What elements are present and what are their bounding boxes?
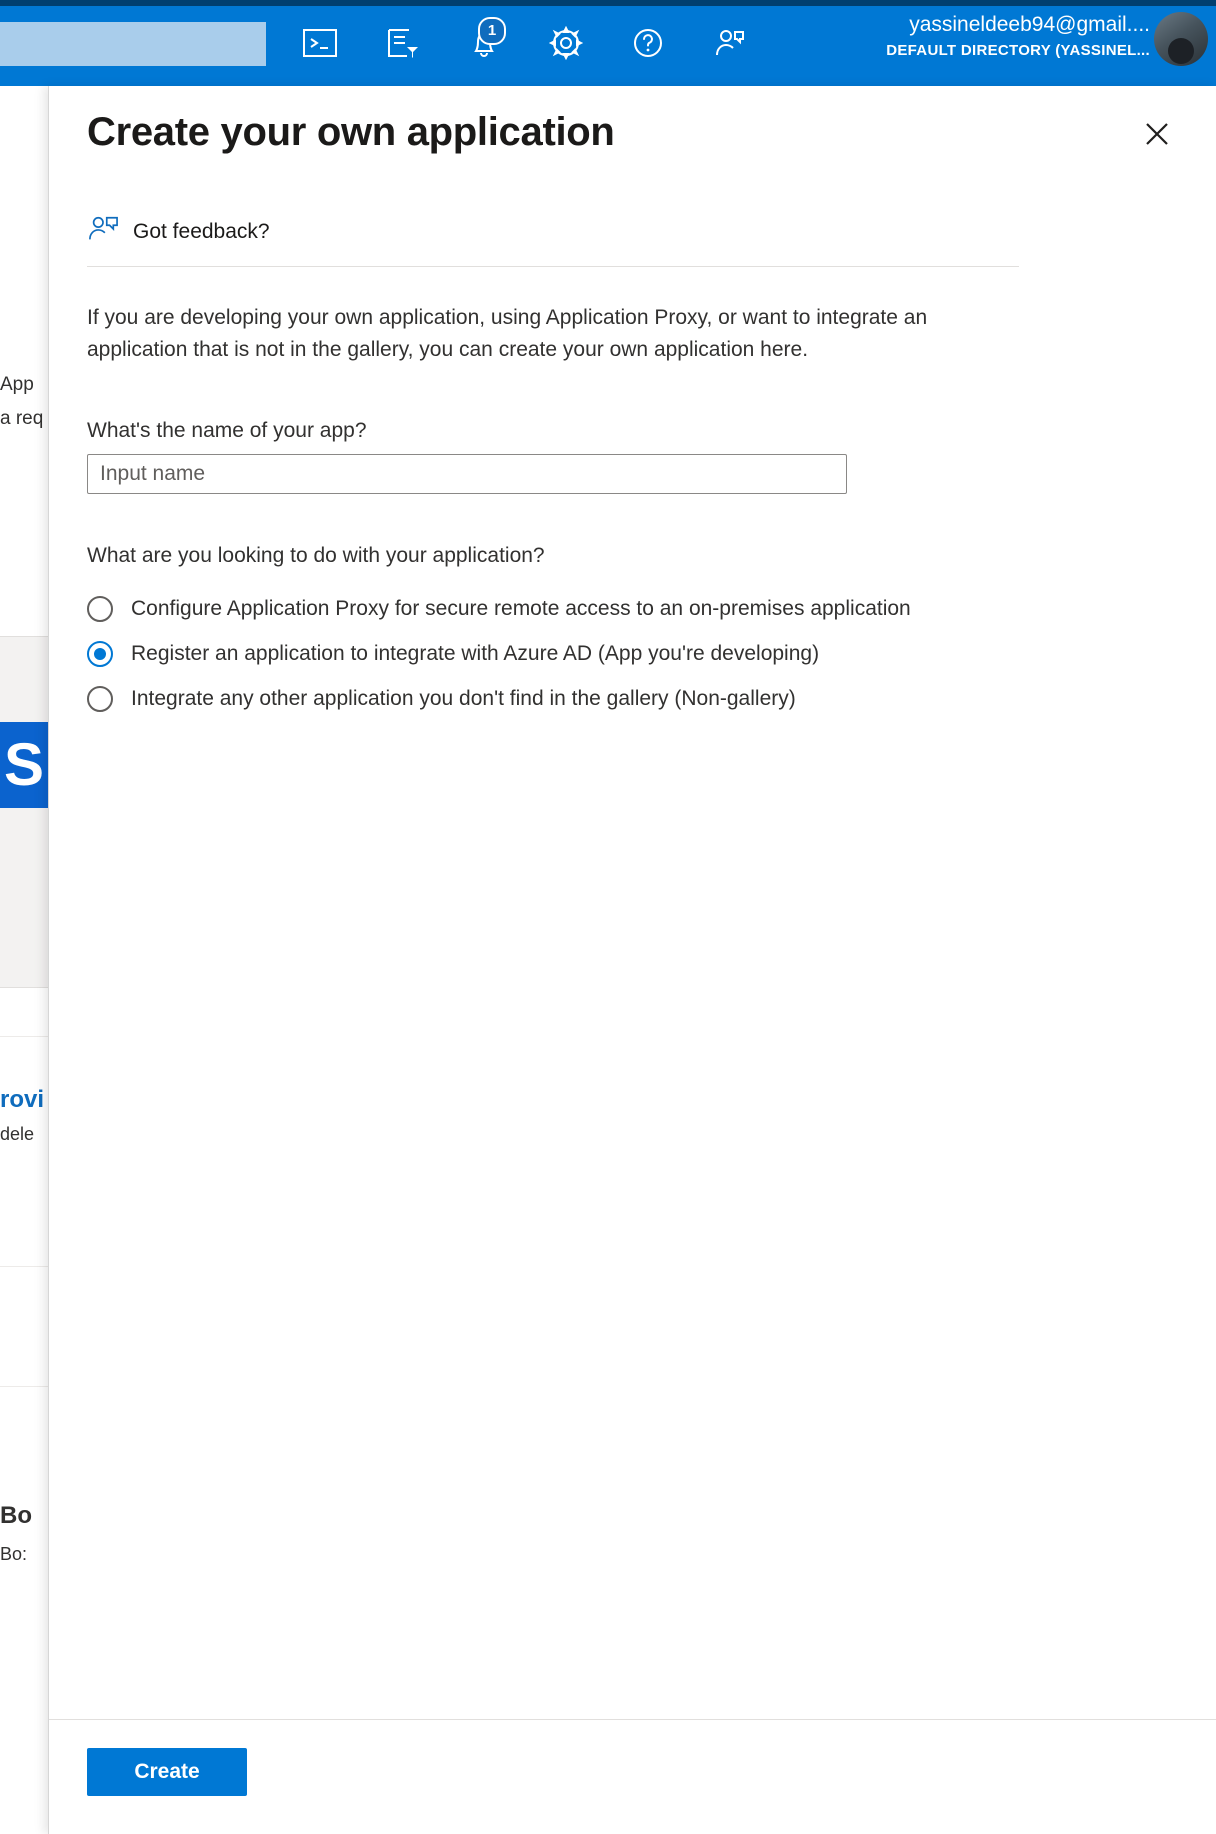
radio-icon: [87, 686, 113, 712]
cloud-shell-icon[interactable]: [300, 23, 340, 63]
background-divider-1: [0, 1036, 48, 1037]
radio-option-register-application[interactable]: [87, 631, 1087, 676]
azure-top-bar: [0, 0, 1216, 86]
background-page: [0, 86, 48, 1834]
app-name-question-label: What's the name of your app?: [87, 419, 367, 442]
purpose-question-label: What are you looking to do with your application?: [87, 544, 545, 567]
background-text-request: a req: [0, 408, 44, 429]
page-title: Create your own application: [87, 110, 615, 154]
help-question-icon[interactable]: [628, 23, 668, 63]
background-app-logo: S: [0, 722, 48, 808]
background-text-app: App: [0, 374, 34, 395]
feedback-icon[interactable]: [710, 23, 750, 63]
got-feedback-label: Got feedback?: [133, 219, 270, 243]
radio-option-application-proxy[interactable]: [87, 586, 1087, 631]
header-divider: [87, 266, 1019, 267]
account-info[interactable]: [886, 12, 1150, 61]
background-divider-3: [0, 1386, 48, 1387]
notifications-bell-icon[interactable]: [464, 23, 504, 63]
top-accent-strip: [0, 0, 1216, 6]
background-small-text: Bo:: [0, 1544, 28, 1564]
radio-option-non-gallery[interactable]: [87, 676, 1087, 721]
got-feedback-button[interactable]: [87, 214, 270, 249]
radio-option-label: Register an application to integrate with Azure AD (App you're developing): [131, 641, 820, 665]
create-button[interactable]: Create: [87, 1748, 247, 1796]
background-subtext: dele: [0, 1124, 35, 1144]
radio-option-label: Configure Application Proxy for secure remote access to an on-premises application: [131, 596, 911, 620]
avatar[interactable]: [1154, 12, 1208, 66]
notification-count-badge: 1: [478, 17, 506, 45]
background-divider-2: [0, 1266, 48, 1267]
footer-divider: [49, 1719, 1216, 1720]
topbar-icon-group: [300, 12, 750, 74]
background-bold-text: Bo: [0, 1502, 32, 1529]
purpose-radio-group: [87, 586, 1087, 721]
intro-text: If you are developing your own application, using Application Proxy, or want to integrate an application that is not in the gallery, you can create your own application here.: [87, 306, 928, 361]
radio-icon: [87, 596, 113, 622]
directories-filter-icon[interactable]: [382, 23, 422, 63]
background-link[interactable]: rovi: [0, 1086, 45, 1113]
global-search-input[interactable]: [0, 22, 266, 66]
radio-option-label: Integrate any other application you don't find in the gallery (Non-gallery): [131, 686, 796, 710]
account-email: yassineldeeb94@gmail....: [909, 13, 1150, 36]
close-icon[interactable]: [1135, 112, 1179, 156]
radio-selected-icon: [87, 641, 113, 667]
app-name-input[interactable]: [87, 454, 847, 494]
settings-gear-icon[interactable]: [546, 23, 586, 63]
account-directory: DEFAULT DIRECTORY (YASSINEL...: [886, 42, 1150, 60]
create-application-blade: [48, 86, 1216, 1834]
feedback-icon: [87, 214, 119, 249]
background-card: [0, 636, 48, 988]
